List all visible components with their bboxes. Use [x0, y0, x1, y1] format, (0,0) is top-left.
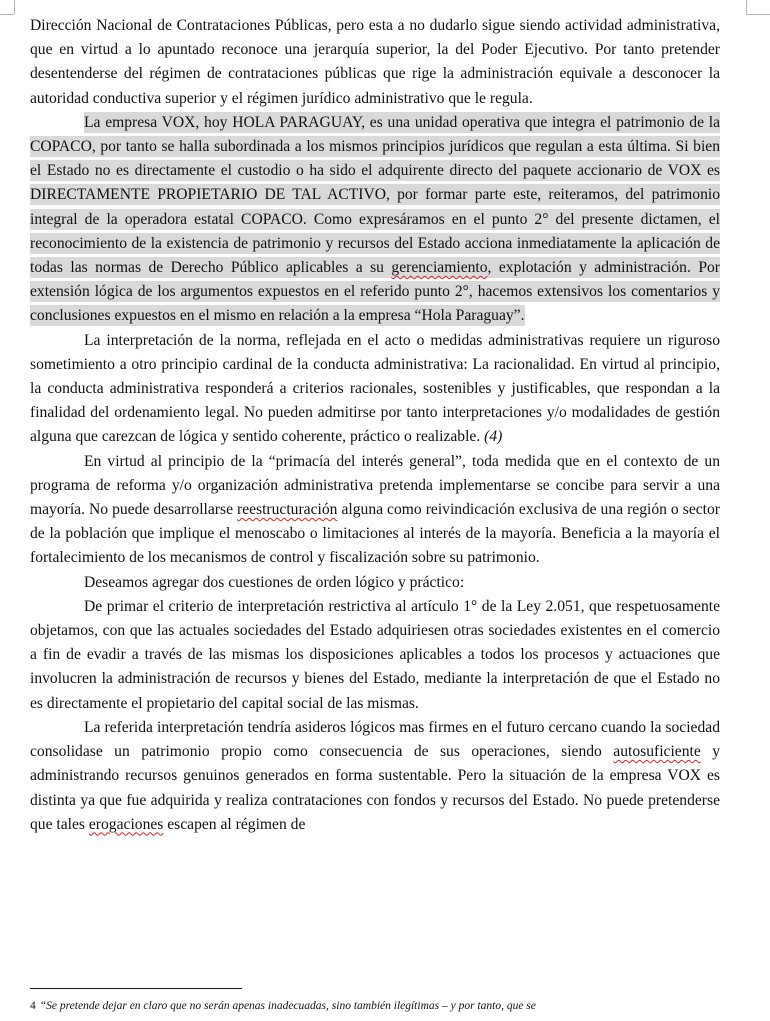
body-text[interactable] [30, 14, 720, 837]
spellcheck-word[interactable]: autosuficiente [613, 743, 701, 761]
paragraph-3: La interpretación de la norma, reflejada en el acto o medidas administrativas requiere un riguroso sometimiento a otro principio cardinal de la conducta administrativa: La racionalidad. En virtud al principio, la conducta administrativa responderá a criterios racionales, sostenibles y justificables, que respondan a la finalidad del ordenamiento legal. No pueden admitirse por tanto interpretaciones y/o modalidades de gestión alguna que carezcan de lógica y sentido coherente, práctico o realizable. (4) [30, 331, 720, 446]
paragraph-4: En virtud al principio de la “primacía del interés general”, toda medida que en el contexto de un programa de reforma y/o organización administrativa pretenda implementarse se concibe para servir a una mayoría. No puede desarrollarse reestructuración alguna como reivindicación exclusiva de una región o sector de la población que implique el menoscabo o limitaciones al interés de la mayoría. Beneficia a la mayoría el fortalecimiento de los mecanismos de control y fiscalización sobre su patrimonio. [30, 452, 720, 567]
paragraph-2-highlighted [30, 111, 720, 329]
crop-mark [14, 0, 15, 14]
spellcheck-word[interactable]: gerenciamiento [391, 259, 488, 277]
paragraph-6: De primar el criterio de interpretación restrictiva al artículo 1° de la Ley 2.051, que respetuosamente objetamos, con que las actuales sociedades del Estado adquiriesen otras sociedades existentes en el comercio a fin de evadir a través de las mismas los disposiciones aplicables a todos los procesos y actuaciones que involucren la administración de recursos y bienes del Estado, mediante la interpretación de que el Estado no es directamente el propietario del capital social de las mismas. [30, 597, 720, 712]
spellcheck-word[interactable]: erogaciones [88, 815, 164, 833]
crop-mark [0, 14, 14, 15]
spellcheck-word[interactable]: reestructuración [237, 501, 338, 519]
crop-mark [746, 0, 747, 14]
footnote-separator [30, 988, 242, 989]
footnote [30, 998, 720, 1014]
paragraph-1: Dirección Nacional de Contrataciones Públicas, pero esta a no dudarlo sigue siendo actividad administrativa, que en virtud a lo apuntado reconoce una jerarquía superior, la del Poder Ejecutivo. Por tanto pretender desentenderse del régimen de contrataciones públicas que rige la administración equivale a desconocer la autoridad conductiva superior y el régimen jurídico administrativo que le regula. [30, 17, 720, 107]
footnote-number: 4 [30, 1000, 36, 1012]
selection-highlight: La empresa VOX, hoy HOLA PARAGUAY, es una unidad operativa que integra el patrimonio de la COPACO, por tanto se halla subordinada a los mismos principios jurídicos que regulan a esta última. Si bien el Estado no es directamente el custodio o ha sido el adquirente directo del paquete accionario de VOX es DIRECTAMENTE PROPIETARIO DE TAL ACTIVO, por formar parte este, reiteramos, del patrimonio integral de la operadora estatal COPACO. Como expresáramos en el punto 2° del presente dictamen, el reconocimiento de la existencia de patrimonio y recursos del Estado acciona inmediatamente la aplicación de todas las normas de Derecho Público aplicables a su gerenciamiento, explotación y administración. Por extensión lógica de los argumentos expuestos en el referido punto 2°, hacemos extensivos los comentarios y conclusiones expuestos en el mismo en relación a la empresa “Hola Paraguay”. [30, 113, 720, 325]
footnote-reference[interactable]: (4) [484, 428, 503, 446]
paragraph-7: La referida interpretación tendría asideros lógicos mas firmes en el futuro cercano cuando la sociedad consolidase un patrimonio propio como consecuencia de sus operaciones, siendo autosuficiente y administrando recursos genuinos generados en forma sustentable. Pero la situación de la empresa VOX es distinta ya que fue adquirida y realiza contrataciones con fondos y recursos del Estado. No puede pretenderse que tales erogaciones escapen al régimen de [30, 718, 720, 833]
crop-mark [746, 14, 770, 15]
footnote-text: “Se pretende dejar en claro que no serán apenas inadecuadas, sino también ilegítimas – y por tanto, que se [39, 1000, 536, 1012]
paragraph-5: Deseamos agregar dos cuestiones de orden lógico y práctico: [84, 573, 465, 591]
